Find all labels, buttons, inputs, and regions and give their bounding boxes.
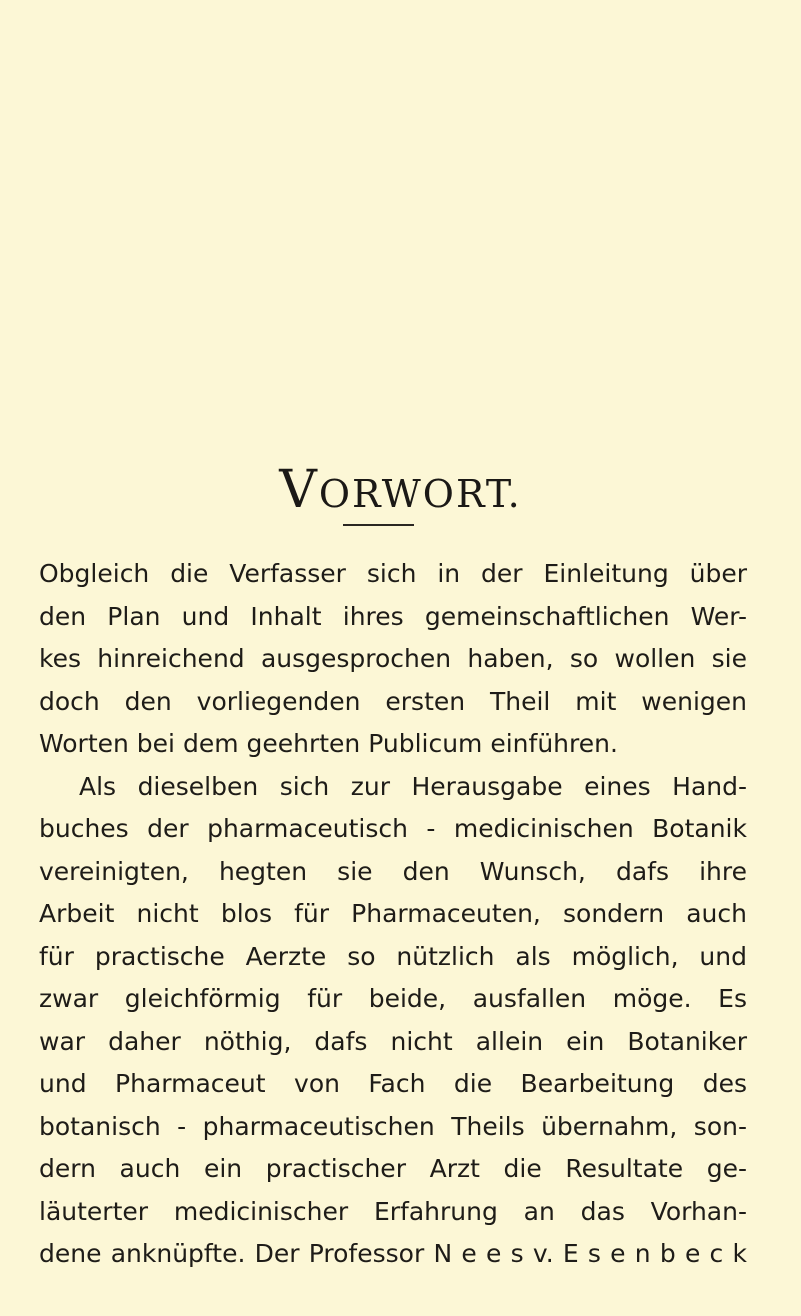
text-line: buches der pharmaceutisch - medicinischen Botanik: [39, 814, 747, 843]
page-title: VORWORT.: [279, 460, 522, 520]
text-line: doch den vorliegenden ersten Theil mit wenigen: [39, 686, 747, 716]
text-line: den Plan und Inhalt ihres gemeinschaftlichen Wer-: [39, 601, 747, 631]
text-line: Obgleich die Verfasser sich in der Einleitung über: [39, 559, 747, 588]
text-line: Als dieselben sich zur Herausgabe eines Hand-: [79, 771, 747, 801]
text-line: für practische Aerzte so nützlich als möglich, und: [39, 941, 747, 971]
text-line: und Pharmaceut von Fach die Bearbeitung des: [39, 1069, 747, 1098]
text-line: war daher nöthig, dafs nicht allein ein Botaniker: [39, 1026, 747, 1056]
body-text: [39, 553, 747, 1276]
text-line: dern auch ein practischer Arzt die Resultate ge-: [39, 1154, 747, 1183]
text-line: zwar gleichförmig für beide, ausfallen möge. Es: [39, 984, 747, 1013]
text-line: kes hinreichend ausgesprochen haben, so wollen sie: [39, 644, 747, 673]
text-line: Worten bei dem geehrten Publicum einführen.: [39, 729, 618, 758]
text-line: vereinigten, hegten sie den Wunsch, dafs ihre: [39, 856, 747, 886]
title-rule: [343, 524, 414, 526]
text-line: botanisch - pharmaceutischen Theils übernahm, son-: [39, 1111, 747, 1141]
text-line: dene anknüpfte. Der Professor N e e s v. E s e n b e c k: [39, 1239, 747, 1268]
text-line: Arbeit nicht blos für Pharmaceuten, sondern auch: [39, 899, 747, 928]
text-line: läuterter medicinischer Erfahrung an das Vorhan-: [39, 1196, 747, 1226]
